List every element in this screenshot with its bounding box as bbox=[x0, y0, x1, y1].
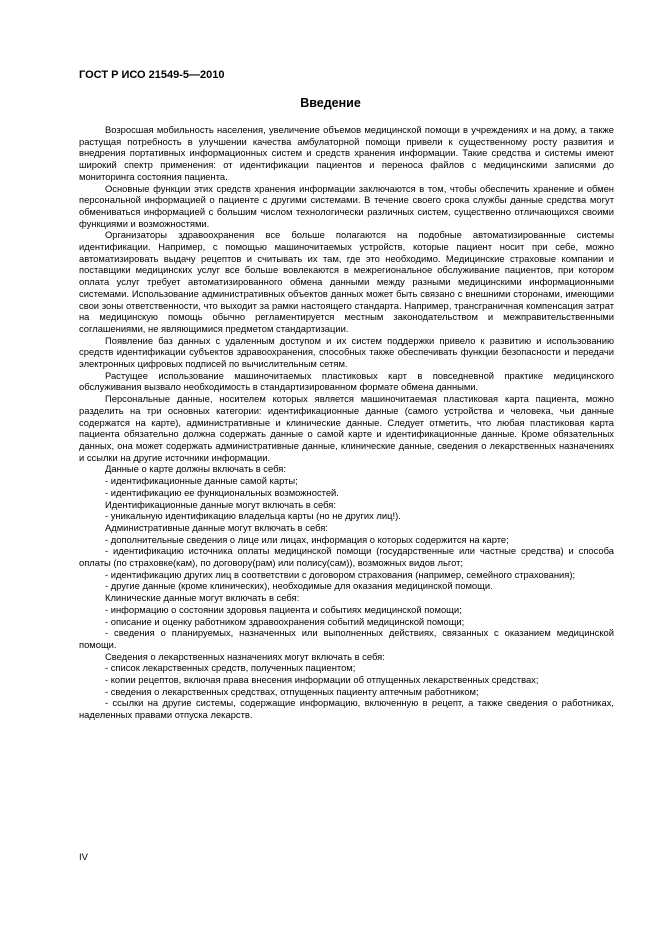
list-heading: Идентификационные данные могут включать в себя: bbox=[105, 498, 336, 510]
list-item: - идентификацию других лиц в соответствии с договором страхования (например, семейного страхования); bbox=[105, 568, 576, 580]
list-heading: Данные о карте должны включать в себя: bbox=[105, 463, 286, 475]
list-item: - идентификацию ее функциональных возможностей. bbox=[105, 486, 339, 498]
list-item: - описание и оценку работником здравоохранения событий медицинской помощи; bbox=[105, 615, 465, 627]
list-item: - дополнительные сведения о лице или лицах, информация о которых содержится на карте; bbox=[105, 533, 509, 545]
list-item: - идентификационные данные самой карты; bbox=[105, 475, 298, 487]
page-number: IV bbox=[79, 852, 88, 863]
paragraph: Организаторы здравоохранения все больше полагаются на подобные автоматизированные системы идентификации. Например, с помощью машиночитаемых устройств, которые пациент носит при себе, можно автоматизировать выдачу рецептов и считывать их там, где это необходимо. Медицинские страховые компании и поставщики медицинских услуг все больше вовлекаются в межрегиональное обслуживание пациентов, при котором оплата услуг требует автоматизированного обмена данными между разными медицинскими информационными системами. Использование административных объектов данных может быть связано с внешними сторонами, имеющими свои зоны ответственности, что выходит за рамки настоящего стандарта. Например, трансграничная компенсация затрат на медицинскую помощь обычно регламентируется местным законодательством и межправительственными соглашениями, не являющимися предметом стандартизации. bbox=[79, 229, 614, 334]
document-body bbox=[79, 124, 614, 721]
document-header: ГОСТ Р ИСО 21549-5—2010 bbox=[79, 69, 225, 81]
paragraph: Возросшая мобильность населения, увеличение объемов медицинской помощи в учреждениях и на дому, а также растущая потребность в улучшении качества амбулаторной помощи привели к существенному росту развития и внедрения портативных информационных систем и средств хранения информации. Такие средства и системы имеют широкий спектр применения: от идентификации пациентов и переноса файлов с медицинскими записями до мониторинга состояния пациента. bbox=[79, 124, 614, 182]
list-heading: Клинические данные могут включать в себя: bbox=[105, 592, 300, 604]
list-heading: Сведения о лекарственных назначениях могут включать в себя: bbox=[105, 650, 385, 662]
paragraph: Появление баз данных с удаленным доступом и их систем поддержки привело к развитию и использованию средств идентификации субъектов здравоохранения, способных также обеспечивать функции безопасности и передачи электронных цифровых подписей по вычислительным сетям. bbox=[79, 334, 614, 370]
list-item: - сведения о планируемых, назначенных или выполненных действиях, связанных с оказанием медицинской помощи. bbox=[79, 627, 614, 650]
list-item: - другие данные (кроме клинических), необходимые для оказания медицинской помощи. bbox=[105, 580, 493, 592]
paragraph: Персональные данные, носителем которых является машиночитаемая пластиковая карта пациента, можно разделить на три основных категории: идентификационные данные (самого устройства и человека, чьи данные содержатся на карте), административные и клинические данные. Следует отметить, что любая пластиковая карта пациента обязательно должна содержать данные о самой карте и идентификационные данные. Кроме обязательных данных, она может содержать административные данные, клинические данные, сведения о лекарственных назначениях и ссылки на другие источники информации. bbox=[79, 393, 614, 463]
list-heading: Административные данные могут включать в себя: bbox=[105, 521, 328, 533]
list-item: - уникальную идентификацию владельца карты (но не других лиц!). bbox=[105, 510, 401, 522]
list-item: - сведения о лекарственных средствах, отпущенных пациенту аптечным работником; bbox=[105, 685, 479, 697]
list-item: - ссылки на другие системы, содержащие информацию, включенную в рецепт, а также сведения о работниках, наделенных правами отпуска лекарств. bbox=[79, 697, 614, 721]
list-item: - список лекарственных средств, полученных пациентом; bbox=[105, 662, 356, 674]
section-title: Введение bbox=[300, 96, 361, 110]
list-item: - идентификацию источника оплаты медицинской помощи (государственные или частные средства) и способа оплаты (по страховке(кам), по договору(рам) или полису(сам)), возможных видов льгот; bbox=[79, 545, 614, 569]
paragraph: Основные функции этих средств хранения информации заключаются в том, чтобы обеспечить хранение и обмен персональной информацией о пациенте с другими системами. В течение своего срока службы данные средства могут обмениваться информацией с большим числом технологически различных систем, существенно отличающихся своими функциями и возможностями. bbox=[79, 182, 614, 229]
paragraph: Растущее использование машиночитаемых пластиковых карт в повседневной практике медицинского обслуживания вызвало необходимость в стандартизированном формате обмена данными. bbox=[79, 369, 614, 393]
list-item: - информацию о состоянии здоровья пациента и событиях медицинской помощи; bbox=[105, 603, 462, 615]
list-item: - копии рецептов, включая права внесения информации об отпущенных лекарственных средствах; bbox=[105, 674, 539, 686]
